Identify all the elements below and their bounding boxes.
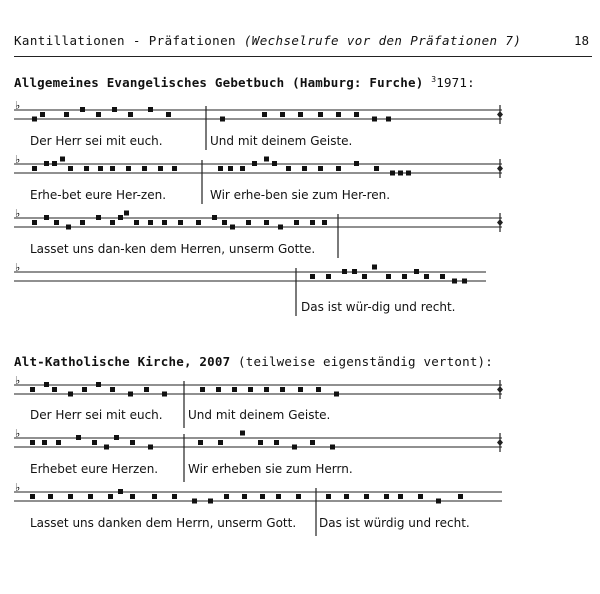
note	[246, 220, 251, 225]
note	[128, 112, 133, 117]
note	[386, 117, 391, 122]
note	[178, 220, 183, 225]
note	[218, 440, 223, 445]
note	[114, 435, 119, 440]
note	[302, 166, 307, 171]
note	[264, 157, 269, 162]
note	[418, 494, 423, 499]
note	[54, 220, 59, 225]
note	[96, 112, 101, 117]
note	[30, 494, 35, 499]
note	[310, 220, 315, 225]
note	[326, 274, 331, 279]
note	[386, 274, 391, 279]
note	[152, 494, 157, 499]
final-diamond	[497, 219, 503, 226]
note	[82, 387, 87, 392]
lyric-line-7-part-2: Das ist würdig und recht.	[319, 516, 470, 530]
note	[336, 166, 341, 171]
note	[44, 382, 49, 387]
note	[52, 387, 57, 392]
note	[144, 387, 149, 392]
note	[76, 435, 81, 440]
note	[390, 171, 395, 176]
note	[198, 440, 203, 445]
note	[342, 269, 347, 274]
final-diamond	[497, 439, 503, 446]
note	[48, 494, 53, 499]
note	[134, 220, 139, 225]
note	[398, 494, 403, 499]
note	[258, 440, 263, 445]
note	[252, 161, 257, 166]
note	[64, 112, 69, 117]
note	[40, 112, 45, 117]
note	[192, 499, 197, 504]
note	[310, 274, 315, 279]
lyric-line-7-part-1: Lasset uns danken dem Herrn, unserm Gott.	[30, 516, 297, 530]
note	[124, 211, 129, 216]
note	[32, 117, 37, 122]
note	[372, 117, 377, 122]
note	[130, 494, 135, 499]
note	[344, 494, 349, 499]
note	[372, 265, 377, 270]
note	[452, 279, 457, 284]
note	[316, 387, 321, 392]
note	[30, 440, 35, 445]
note	[60, 157, 65, 162]
lyric-line-4-part-1: Das ist wür-dig und recht.	[301, 300, 456, 314]
lyric-line-1-part-2: Und mit deinem Geiste.	[210, 134, 353, 148]
note	[118, 215, 123, 220]
note	[148, 220, 153, 225]
note	[110, 220, 115, 225]
note	[298, 387, 303, 392]
note	[104, 445, 109, 450]
note	[296, 494, 301, 499]
note	[88, 494, 93, 499]
note	[162, 220, 167, 225]
note	[128, 392, 133, 397]
flat-sign: ♭	[15, 99, 21, 112]
note	[68, 494, 73, 499]
note	[330, 445, 335, 450]
flat-sign: ♭	[15, 207, 21, 220]
section-heading-bold: Alt-Katholische Kirche, 2007	[14, 354, 231, 369]
note	[230, 225, 235, 230]
lyric-line-2-part-1: Erhe-bet eure Her-zen.	[30, 188, 167, 202]
final-diamond	[497, 111, 503, 118]
note	[286, 166, 291, 171]
note	[462, 279, 467, 284]
note	[292, 445, 297, 450]
note	[162, 392, 167, 397]
flat-sign: ♭	[15, 481, 21, 494]
note	[294, 220, 299, 225]
note	[96, 215, 101, 220]
section-heading-bold: Allgemeines Evangelisches Gebetbuch (Hamburg: Furche)	[14, 75, 424, 91]
note	[374, 166, 379, 171]
note	[148, 107, 153, 112]
note	[126, 166, 131, 171]
note	[200, 387, 205, 392]
note	[318, 166, 323, 171]
note	[384, 494, 389, 499]
note	[354, 112, 359, 117]
note	[310, 440, 315, 445]
note	[44, 215, 49, 220]
note	[278, 225, 283, 230]
note	[108, 494, 113, 499]
note	[318, 112, 323, 117]
note	[84, 166, 89, 171]
note	[232, 387, 237, 392]
note	[148, 445, 153, 450]
note	[110, 387, 115, 392]
note	[80, 220, 85, 225]
note	[208, 499, 213, 504]
note	[166, 112, 171, 117]
note	[322, 220, 327, 225]
note	[272, 161, 277, 166]
note	[92, 440, 97, 445]
note	[274, 440, 279, 445]
note	[440, 274, 445, 279]
flat-sign: ♭	[15, 374, 21, 387]
note	[362, 274, 367, 279]
note	[218, 166, 223, 171]
note	[68, 392, 73, 397]
note	[262, 112, 267, 117]
note	[32, 166, 37, 171]
note	[264, 220, 269, 225]
note	[334, 392, 339, 397]
lyric-line-1-part-1: Der Herr sei mit euch.	[30, 134, 163, 148]
note	[56, 440, 61, 445]
note	[172, 494, 177, 499]
note	[118, 489, 123, 494]
note	[242, 494, 247, 499]
note	[96, 382, 101, 387]
lyric-line-6-part-2: Wir erheben sie zum Herrn.	[188, 462, 353, 476]
note	[240, 166, 245, 171]
note	[276, 494, 281, 499]
final-diamond	[497, 165, 503, 172]
note	[172, 166, 177, 171]
footnote-marker: 3	[431, 75, 437, 84]
flat-sign: ♭	[15, 261, 21, 274]
note	[110, 166, 115, 171]
lyric-line-5-part-1: Der Herr sei mit euch.	[30, 408, 163, 422]
note	[222, 220, 227, 225]
note	[240, 431, 245, 436]
header-title-plain: Kantillationen - Präfationen	[14, 33, 244, 48]
note	[414, 269, 419, 274]
note	[354, 161, 359, 166]
note	[248, 387, 253, 392]
note	[80, 107, 85, 112]
flat-sign: ♭	[15, 427, 21, 440]
note	[212, 215, 217, 220]
note	[142, 166, 147, 171]
final-diamond	[497, 386, 503, 393]
note	[44, 161, 49, 166]
note	[220, 117, 225, 122]
note	[402, 274, 407, 279]
note	[224, 494, 229, 499]
lyric-line-6-part-1: Erhebet eure Herzen.	[30, 462, 159, 476]
lyric-line-2-part-2: Wir erhe-ben sie zum Her-ren.	[210, 188, 391, 202]
note	[112, 107, 117, 112]
section-heading-year: 1971:	[436, 75, 475, 91]
note	[68, 166, 73, 171]
note	[352, 269, 357, 274]
note	[30, 387, 35, 392]
flat-sign: ♭	[15, 153, 21, 166]
note	[260, 494, 265, 499]
note	[364, 494, 369, 499]
lyric-line-5-part-2: Und mit deinem Geiste.	[188, 408, 331, 422]
note	[196, 220, 201, 225]
note	[458, 494, 463, 499]
lyric-line-3-part-1: Lasset uns dan-ken dem Herren, unserm Gotte.	[30, 242, 316, 256]
note	[42, 440, 47, 445]
note	[228, 166, 233, 171]
note	[98, 166, 103, 171]
note	[130, 440, 135, 445]
note	[326, 494, 331, 499]
note	[264, 387, 269, 392]
note	[52, 161, 57, 166]
note	[298, 112, 303, 117]
note	[280, 112, 285, 117]
note	[424, 274, 429, 279]
note	[398, 171, 403, 176]
note	[216, 387, 221, 392]
page-number: 18	[574, 33, 590, 48]
note	[406, 171, 411, 176]
section-heading-rest: (teilweise eigenständig vertont):	[230, 354, 493, 369]
note	[32, 220, 37, 225]
note	[436, 499, 441, 504]
note	[66, 225, 71, 230]
header-title-italic: (Wechselrufe vor den Präfationen 7)	[243, 33, 522, 48]
note	[158, 166, 163, 171]
note	[336, 112, 341, 117]
note	[280, 387, 285, 392]
